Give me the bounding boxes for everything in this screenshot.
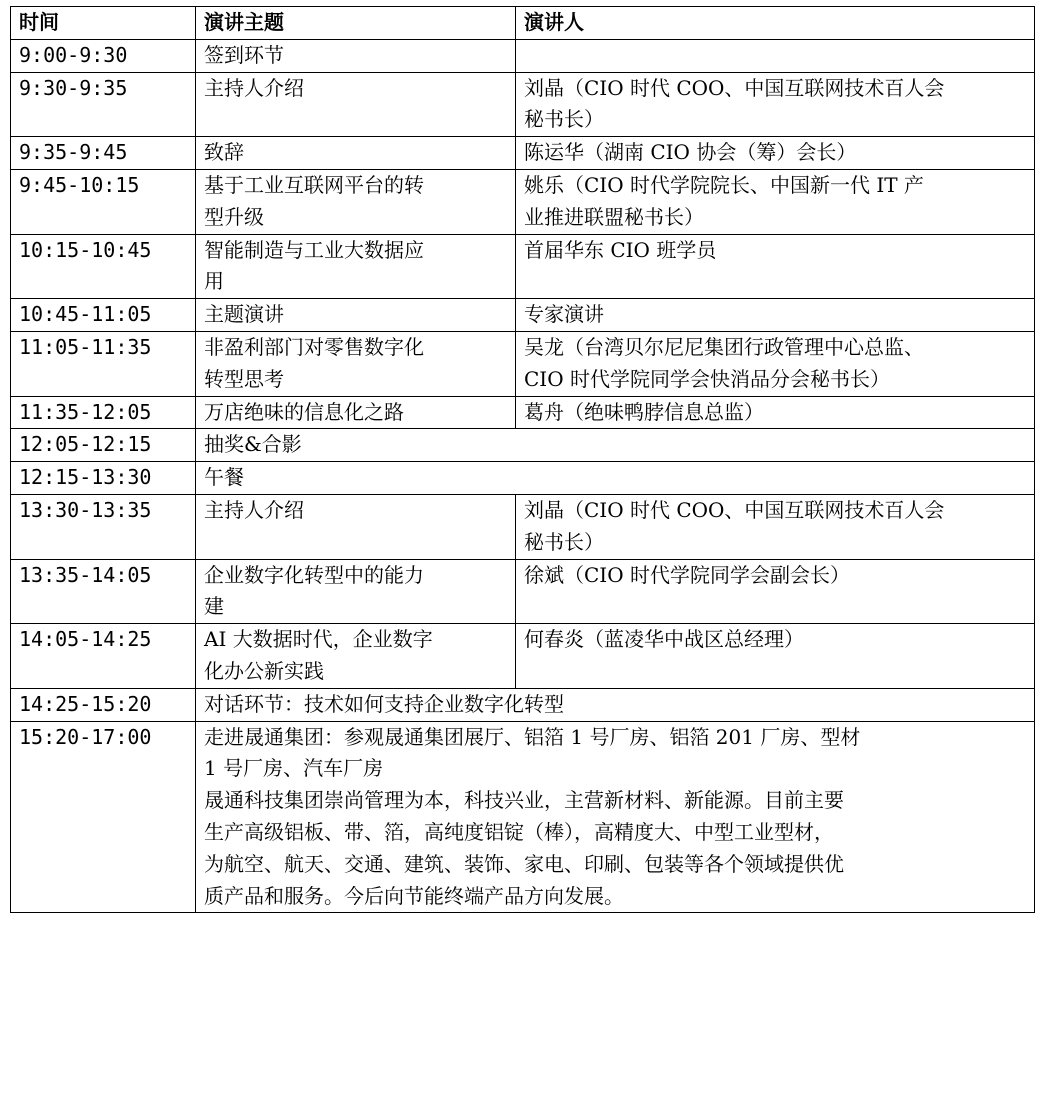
time-cell: 11:05-11:35 [11,331,196,396]
topic-cell-line: AI 大数据时代，企业数字 [204,627,433,652]
table-row [11,299,1035,332]
time-cell: 12:15-13:30 [11,462,196,495]
visit-line: 晟通科技集团崇尚管理为本，科技兴业，主营新材料、新能源。目前主要 [204,788,844,813]
topic-cell [196,624,516,689]
table-row [11,462,1035,495]
time-cell: 13:30-13:35 [11,494,196,559]
time-cell: 10:45-11:05 [11,299,196,332]
time-cell: 10:15-10:45 [11,234,196,299]
topic-cell [196,137,516,170]
topic-cell [196,234,516,299]
speaker-cell-line: 姚乐（CIO 时代学院院长、中国新一代 IT 产 [524,172,924,197]
table-row [11,494,1035,559]
speaker-cell [516,494,1035,559]
header-speaker: 演讲人 [516,7,1035,40]
topic-cell [196,494,516,559]
speaker-cell [516,72,1035,137]
topic-cell-line: 化办公新实践 [204,658,324,683]
speaker-cell [516,137,1035,170]
time-cell: 11:35-12:05 [11,396,196,429]
time-cell: 15:20-17:00 [11,721,196,913]
speaker-cell-line: 陈运华（湖南 CIO 协会（筹）会长） [524,140,857,165]
visit-line: 走进晟通集团：参观晟通集团展厅、铝箔 1 号厂房、铝箔 201 厂房、型材 [204,724,861,749]
table-row [11,72,1035,137]
speaker-cell [516,396,1035,429]
topic-cell-line: 建 [204,594,224,619]
topic-cell-line: 智能制造与工业大数据应 [204,237,424,262]
header-time: 时间 [11,7,196,40]
speaker-cell-line: 徐斌（CIO 时代学院同学会副会长） [524,562,850,587]
topic-cell [196,559,516,624]
topic-cell [196,299,516,332]
merged-cell: 对话环节：技术如何支持企业数字化转型 [196,688,1035,721]
table-row [11,559,1035,624]
time-cell: 9:35-9:45 [11,137,196,170]
speaker-cell-line: 首届华东 CIO 班学员 [524,237,717,262]
speaker-cell-line: 专家演讲 [524,302,604,327]
header-row [11,7,1035,40]
speaker-cell [516,559,1035,624]
topic-cell [196,396,516,429]
speaker-cell-line: 业推进联盟秘书长） [524,204,704,229]
topic-cell [196,39,516,72]
speaker-cell-line: 刘晶（CIO 时代 COO、中国互联网技术百人会 [524,497,945,522]
topic-cell [196,72,516,137]
header-topic: 演讲主题 [196,7,516,40]
topic-cell-line: 型升级 [204,204,264,229]
speaker-cell [516,331,1035,396]
time-cell: 14:25-15:20 [11,688,196,721]
topic-cell [196,331,516,396]
merged-cell: 午餐 [196,462,1035,495]
speaker-cell [516,39,1035,72]
table-row [11,396,1035,429]
visit-line: 1 号厂房、汽车厂房 [204,756,384,781]
topic-cell-line: 主题演讲 [204,302,284,327]
topic-cell-line: 转型思考 [204,366,284,391]
speaker-cell [516,624,1035,689]
visit-line: 生产高级铝板、带、箔，高纯度铝锭（棒），高精度大、中型工业型材， [204,819,834,844]
topic-cell [196,169,516,234]
table-row [11,721,1035,913]
topic-cell-line: 签到环节 [204,42,284,67]
topic-cell-line: 主持人介绍 [204,75,304,100]
table-row [11,234,1035,299]
speaker-cell-line: 刘晶（CIO 时代 COO、中国互联网技术百人会 [524,75,945,100]
topic-cell-line: 基于工业互联网平台的转 [204,172,424,197]
speaker-cell-line: 吴龙（台湾贝尔尼尼集团行政管理中心总监、 [524,334,924,359]
speaker-cell [516,299,1035,332]
time-cell: 9:45-10:15 [11,169,196,234]
table-row [11,688,1035,721]
topic-cell-line: 致辞 [204,140,244,165]
speaker-cell-line: 秘书长） [524,529,604,554]
table-row [11,331,1035,396]
topic-cell-line: 用 [204,269,224,294]
speaker-cell-line: 秘书长） [524,107,604,132]
merged-cell [196,721,1035,913]
table-row [11,429,1035,462]
topic-cell-line: 非盈利部门对零售数字化 [204,334,424,359]
speaker-cell [516,169,1035,234]
topic-cell-line: 万店绝味的信息化之路 [204,399,404,424]
time-cell: 14:05-14:25 [11,624,196,689]
time-cell: 9:00-9:30 [11,39,196,72]
table-row [11,39,1035,72]
agenda-table [10,6,1035,913]
visit-line: 为航空、航天、交通、建筑、装饰、家电、印刷、包装等各个领域提供优 [204,851,844,876]
table-row [11,624,1035,689]
topic-cell-line: 企业数字化转型中的能力 [204,562,424,587]
time-cell: 13:35-14:05 [11,559,196,624]
visit-line: 质产品和服务。今后向节能终端产品方向发展。 [204,883,624,908]
topic-cell-line: 主持人介绍 [204,497,304,522]
speaker-cell-line: 何春炎（蓝凌华中战区总经理） [524,627,804,652]
time-cell: 12:05-12:15 [11,429,196,462]
speaker-cell-line: CIO 时代学院同学会快消品分会秘书长） [524,366,890,391]
speaker-cell [516,234,1035,299]
merged-cell: 抽奖&合影 [196,429,1035,462]
table-row [11,169,1035,234]
time-cell: 9:30-9:35 [11,72,196,137]
speaker-cell-line: 葛舟（绝味鸭脖信息总监） [524,399,764,424]
table-row [11,137,1035,170]
